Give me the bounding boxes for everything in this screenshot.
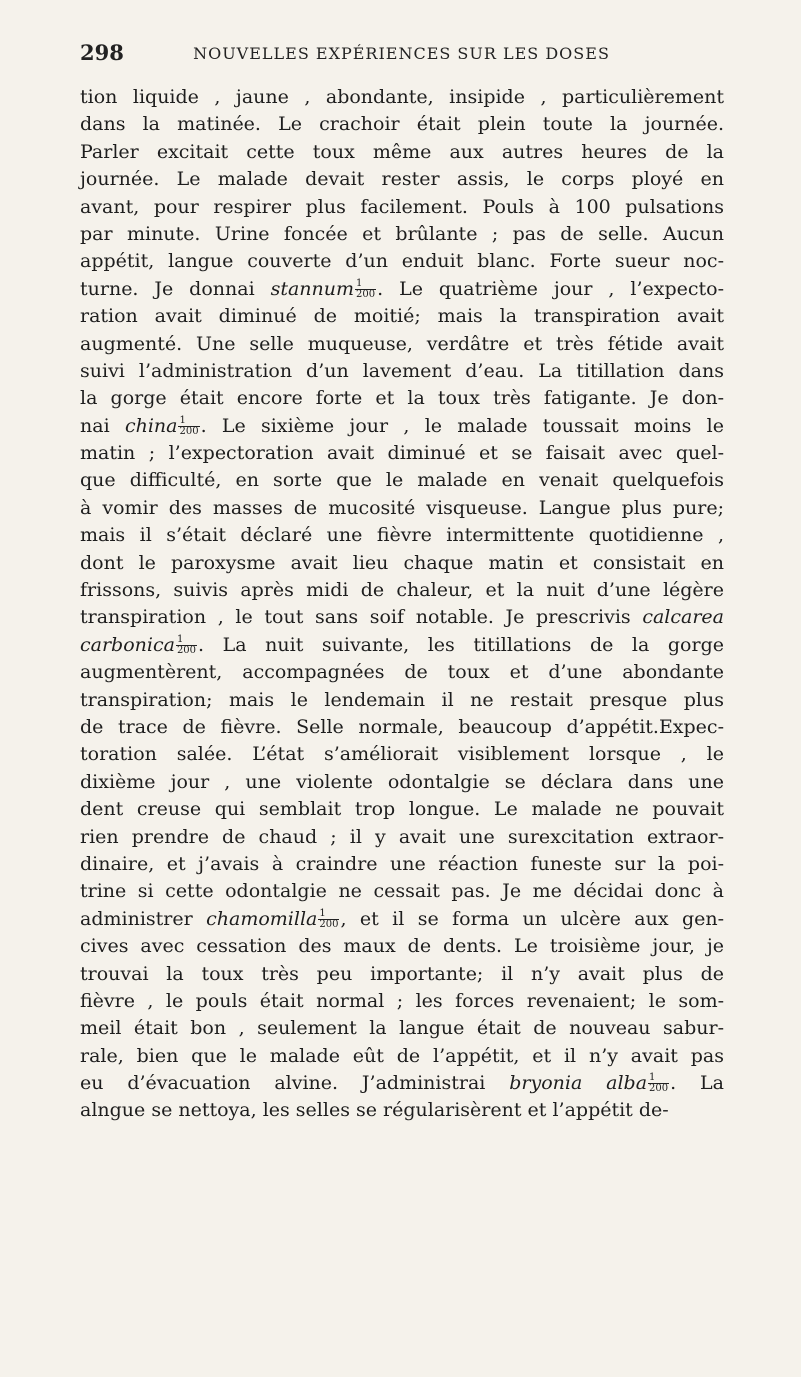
fraction-numerator: 1 [178, 416, 199, 427]
fraction-denominator: 200 [179, 425, 199, 437]
line-text: que difficulté, en sorte que le malade en venait quelquefois [80, 469, 724, 492]
text-line [80, 906, 724, 933]
dose-fraction [355, 279, 376, 300]
text-line [80, 659, 724, 686]
line-text: suivi l’administration d’un lavement d’eau. La titillation dans [80, 359, 724, 382]
text-line [80, 495, 724, 522]
line-text: turne. Je donnai [80, 277, 271, 300]
text-line [80, 933, 724, 960]
line-text: journée. Le malade devait rester assis, le corps ployé en [80, 168, 724, 191]
line-text: avant, pour respirer plus facilement. Pouls à 100 pulsations [80, 195, 724, 218]
fraction-numerator: 1 [318, 909, 339, 920]
line-text: ration avait diminué de moitié; mais la transpiration avait [80, 305, 724, 328]
text-line [80, 413, 724, 440]
running-title: NOUVELLES EXPÉRIENCES SUR LES DOSES [193, 44, 610, 63]
line-text: rale, bien que le malade eût de l’appétit, et il n’y avait pas [80, 1044, 724, 1067]
remedy-name: china [124, 414, 178, 437]
line-text: mais il s’était déclaré une fièvre intermittente quotidienne , [80, 524, 724, 547]
fraction-numerator: 1 [648, 1073, 669, 1084]
line-text: toration salée. L’état s’améliorait visiblement lorsque , le [80, 743, 724, 766]
text-line [80, 84, 724, 111]
line-text: . La [670, 1072, 724, 1095]
line-text: meil était bon , seulement la langue était de nouveau sabur- [80, 1017, 724, 1040]
line-text: alngue se nettoya, les selles se régularisèrent et l’appétit de- [80, 1099, 669, 1122]
fraction-numerator: 1 [355, 279, 376, 290]
remedy-name: stannum [270, 277, 355, 300]
text-line [80, 440, 724, 467]
remedy-name: carbonica [80, 633, 175, 656]
line-text: dans la matinée. Le crachoir était plein toute la journée. [80, 113, 724, 136]
text-line [80, 139, 724, 166]
text-line [80, 851, 724, 878]
line-text: dinaire, et j’avais à craindre une réaction funeste sur la poi- [80, 852, 724, 875]
remedy-name: bryonia alba [509, 1072, 648, 1095]
line-text: la gorge était encore forte et la toux très fatigante. Je don- [80, 387, 724, 410]
text-line [80, 1070, 724, 1097]
body-text [80, 84, 724, 1125]
line-text: trouvai la toux très peu importante; il n’y avait plus de [80, 962, 724, 985]
text-line [80, 604, 724, 631]
remedy-name: calcarea [642, 606, 724, 629]
text-line [80, 796, 724, 823]
line-text: frissons, suivis après midi de chaleur, et la nuit d’une légère [80, 579, 724, 602]
line-text: appétit, langue couverte d’un enduit blanc. Forte sueur noc- [80, 250, 724, 273]
line-text: matin ; l’expectoration avait diminué et se faisait avec quel- [80, 442, 724, 465]
line-text: . Le sixième jour , le malade toussait moins le [200, 414, 724, 437]
text-line [80, 687, 724, 714]
fraction-denominator: 200 [319, 918, 339, 930]
line-text: cives avec cessation des maux de dents. Le troisième jour, je [80, 935, 724, 958]
line-text: . Le quatrième jour , l’expecto- [377, 277, 724, 300]
text-line [80, 632, 724, 659]
line-text: rien prendre de chaud ; il y avait une surexcitation extraor- [80, 825, 724, 848]
text-line [80, 248, 724, 275]
line-text: transpiration , le tout sans soif notable. Je prescrivis [80, 606, 643, 629]
line-text: augmentèrent, accompagnées de toux et d’une abondante [80, 661, 724, 684]
text-line [80, 1097, 724, 1124]
remedy-name: chamomilla [206, 907, 318, 930]
text-line [80, 878, 724, 905]
text-line [80, 331, 724, 358]
text-line [80, 741, 724, 768]
text-line [80, 111, 724, 138]
line-text: dont le paroxysme avait lieu chaque matin et consistait en [80, 551, 724, 574]
line-text: eu d’évacuation alvine. J’administrai [80, 1072, 510, 1095]
fraction-denominator: 200 [649, 1083, 669, 1095]
text-line [80, 467, 724, 494]
line-text: par minute. Urine foncée et brûlante ; pas de selle. Aucun [80, 222, 724, 245]
text-line [80, 824, 724, 851]
line-text: augmenté. Une selle muqueuse, verdâtre et très fétide avait [80, 332, 724, 355]
text-line [80, 1015, 724, 1042]
line-text: , et il se forma un ulcère aux gen- [340, 907, 725, 930]
line-text: de trace de fièvre. Selle normale, beaucoup d’appétit.Expec- [80, 715, 724, 738]
dose-fraction [318, 909, 339, 930]
line-text: . La nuit suivante, les titillations de la gorge [198, 633, 724, 656]
fraction-denominator: 200 [176, 644, 197, 656]
dose-fraction [178, 416, 199, 437]
dose-fraction [176, 635, 197, 656]
text-line [80, 550, 724, 577]
text-line [80, 303, 724, 330]
text-line [80, 961, 724, 988]
text-line [80, 769, 724, 796]
line-text: Parler excitait cette toux même aux autres heures de la [80, 140, 724, 163]
text-line [80, 988, 724, 1015]
line-text: à vomir des masses de mucosité visqueuse. Langue plus pure; [80, 496, 724, 519]
dose-fraction [648, 1073, 669, 1094]
line-text: trine si cette odontalgie ne cessait pas. Je me décidai donc à [80, 880, 724, 903]
line-text: dent creuse qui semblait trop longue. Le malade ne pouvait [80, 798, 724, 821]
text-line [80, 194, 724, 221]
page-number: 298 [80, 40, 124, 65]
line-text: transpiration; mais le lendemain il ne restait presque plus [80, 688, 724, 711]
line-text: tion liquide , jaune , abondante, insipide , particulièrement [80, 86, 724, 108]
fraction-denominator: 200 [356, 288, 376, 300]
line-text: fièvre , le pouls était normal ; les forces revenaient; le som- [80, 989, 724, 1012]
fraction-numerator: 1 [176, 635, 197, 646]
text-line [80, 385, 724, 412]
text-line [80, 276, 724, 303]
text-line [80, 522, 724, 549]
text-line [80, 166, 724, 193]
text-line [80, 358, 724, 385]
text-line [80, 577, 724, 604]
text-line [80, 1043, 724, 1070]
line-text: nai [80, 414, 125, 437]
text-line [80, 714, 724, 741]
page-header [80, 40, 723, 70]
text-line [80, 221, 724, 248]
line-text: administrer [80, 907, 207, 930]
line-text: dixième jour , une violente odontalgie se déclara dans une [80, 770, 724, 793]
